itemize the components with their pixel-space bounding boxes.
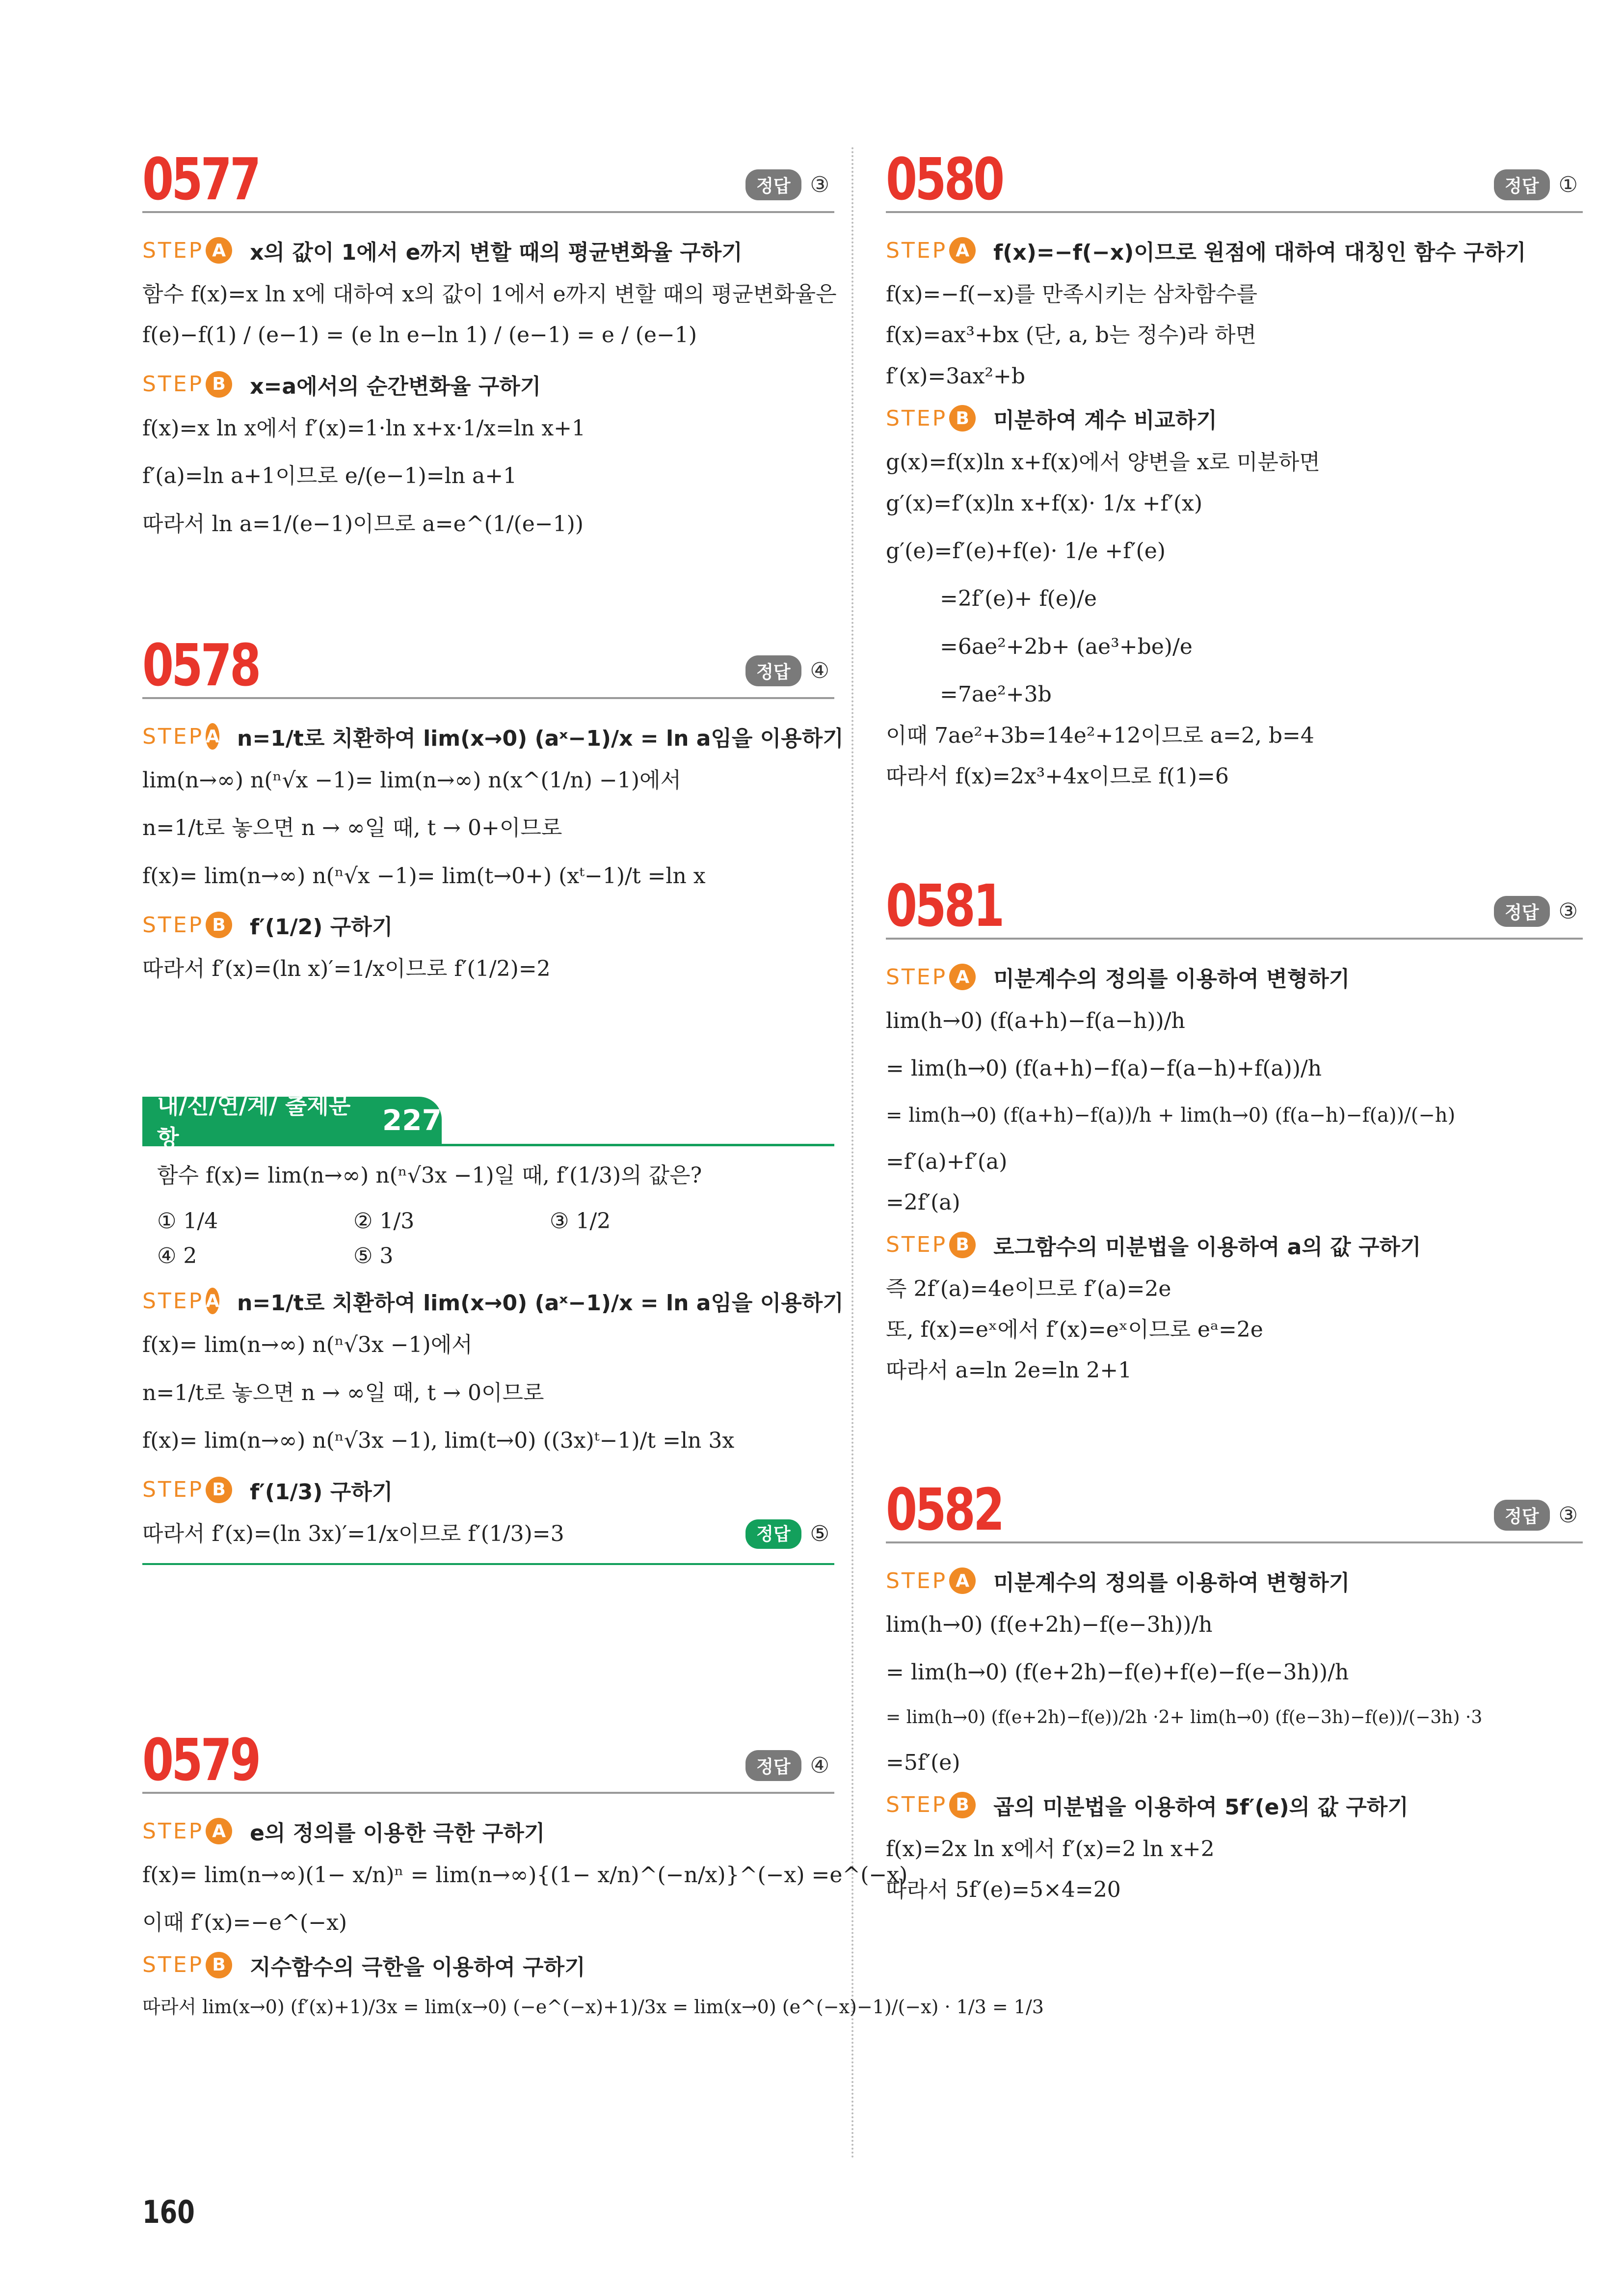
step-word: STEP — [886, 238, 948, 263]
step-b — [142, 1474, 834, 1506]
problem-header — [142, 137, 834, 213]
step-title: e의 정의를 이용한 극한 구하기 — [250, 1821, 545, 1846]
solution-body — [886, 1543, 1583, 1905]
step-b — [886, 403, 1583, 434]
step-title: 곱의 미분법을 이용하여 5f′(e)의 값 구하기 — [993, 1794, 1409, 1820]
answer-area — [1494, 1500, 1578, 1531]
solution-line: f(x)= lim(n→∞)(1− x/n)ⁿ = lim(n→∞){(1− x/n)^(−n/x)}^(−x) =e^(−x) — [142, 1863, 908, 1888]
step-letter: B — [206, 912, 232, 938]
step-letter: A — [949, 1567, 976, 1594]
step-title: f′(1/2) 구하기 — [250, 915, 393, 940]
problem-0581 — [886, 864, 1583, 1397]
step-word: STEP — [142, 1477, 204, 1503]
step-a — [142, 721, 844, 752]
answer-badge: 정답 — [1494, 896, 1550, 927]
step-word: STEP — [142, 912, 204, 938]
choice-3: ③ 1/2 — [550, 1209, 611, 1234]
solution-line: =2f′(e)+ f(e)/e — [940, 586, 1097, 612]
answer-choices — [142, 1209, 834, 1269]
step-title: 미분계수의 정의를 이용하여 변형하기 — [993, 967, 1350, 992]
step-title: f′(1/3) 구하기 — [250, 1479, 393, 1505]
step-a — [142, 1815, 834, 1847]
step-letter: A — [949, 964, 976, 990]
step-title: 로그함수의 미분법을 이용하여 a의 값 구하기 — [993, 1234, 1421, 1260]
solution-line: =7ae²+3b — [940, 682, 1052, 707]
box-bottom-rule — [142, 1563, 834, 1565]
step-word: STEP — [142, 1288, 204, 1314]
solution-line: 따라서 ln a=1/(e−1)이므로 a=e^(1/(e−1)) — [142, 511, 584, 537]
box-header — [142, 1090, 834, 1151]
problem-header — [886, 1468, 1583, 1543]
problem-0580 — [886, 137, 1583, 803]
step-b — [142, 369, 834, 400]
box-body — [142, 1146, 844, 1565]
solution-line: = lim(h→0) (f(e+2h)−f(e))/2h ·2+ lim(h→0) (f(e−3h)−f(e))/(−3h) ·3 — [886, 1707, 1483, 1728]
solution-line: g′(x)=f′(x)ln x+f(x)· 1/x +f′(x) — [886, 490, 1202, 516]
problem-header — [886, 137, 1583, 213]
answer-badge: 정답 — [745, 1519, 801, 1549]
answer-value: ③ — [810, 172, 829, 197]
step-word: STEP — [886, 1232, 948, 1258]
solution-line: lim(n→∞) n(ⁿ√x −1)= lim(n→∞) n(x^(1/n) −1)에서 — [142, 768, 682, 793]
step-word: STEP — [142, 1952, 204, 1978]
problem-number: 0582 — [886, 1476, 1003, 1543]
step-letter: B — [206, 371, 232, 398]
step-title: 미분하여 계수 비교하기 — [993, 408, 1217, 433]
step-letter: B — [949, 405, 976, 432]
solution-body — [142, 213, 837, 539]
step-b — [142, 1949, 834, 1981]
problem-number: 0578 — [142, 631, 259, 699]
solution-line: f(x)=ax³+bx (단, a, b는 정수)라 하면 — [886, 323, 1256, 348]
solution-body — [886, 213, 1583, 791]
solution-line: =2f′(a) — [886, 1190, 960, 1216]
step-title: x=a에서의 순간변화율 구하기 — [250, 374, 541, 399]
answer-badge: 정답 — [1494, 169, 1550, 200]
solution-line: f(x)= lim(n→∞) n(ⁿ√3x −1), lim(t→0) ((3x)ᵗ−1)/t =ln 3x — [142, 1428, 735, 1454]
step-b — [142, 909, 834, 941]
box-number: 227 — [382, 1104, 442, 1137]
step-word: STEP — [886, 405, 948, 431]
solution-line: 함수 f(x)=x ln x에 대하여 x의 값이 1에서 e까지 변할 때의 평균변화율은 — [142, 282, 837, 307]
step-a — [886, 235, 1583, 266]
step-letter: A — [206, 1818, 232, 1844]
step-letter: B — [949, 1232, 976, 1258]
step-b — [886, 1789, 1583, 1821]
choice-5: ⑤ 3 — [353, 1243, 394, 1269]
answer-area — [1494, 169, 1578, 200]
solution-line: f′(x)=3ax²+b — [886, 363, 1026, 389]
box-label: 내/신/연/계/ 출제문항 — [157, 1092, 351, 1151]
problem-number: 0580 — [886, 145, 1003, 213]
problem-header — [886, 864, 1583, 940]
solution-line: =5f′(e) — [886, 1750, 960, 1776]
choice-2: ② 1/3 — [353, 1209, 415, 1234]
solution-line: f(x)=−f(−x)를 만족시키는 삼차함수를 — [886, 282, 1257, 307]
step-word: STEP — [142, 238, 204, 263]
step-word: STEP — [886, 1792, 948, 1818]
answer-area — [745, 169, 829, 200]
solution-line: 즉 2f′(a)=4e이므로 f′(a)=2e — [886, 1276, 1171, 1301]
choice-4: ④ 2 — [157, 1243, 197, 1269]
answer-value: ③ — [1558, 899, 1578, 924]
solution-line: = lim(h→0) (f(a+h)−f(a))/h + lim(h→0) (f(a−h)−f(a))/(−h) — [886, 1104, 1456, 1127]
answer-badge: 정답 — [745, 655, 801, 686]
page-number: 160 — [142, 2194, 195, 2231]
step-title: n=1/t로 치환하여 lim(x→0) (aˣ−1)/x = ln a임을 이용하기 — [237, 726, 844, 751]
solution-line: n=1/t로 놓으면 n → ∞일 때, t → 0이므로 — [142, 1380, 544, 1405]
answer-value: ① — [1558, 172, 1578, 197]
problem-0582 — [886, 1468, 1583, 1917]
final-line: 따라서 f′(x)=(ln 3x)′=1/x이므로 f′(1/3)=3 — [142, 1521, 564, 1546]
step-a — [142, 235, 834, 266]
column-divider — [851, 147, 853, 2160]
problem-number: 0581 — [886, 872, 1003, 940]
solution-body — [142, 699, 844, 984]
solution-line: g′(e)=f′(e)+f(e)· 1/e +f′(e) — [886, 538, 1166, 564]
solution-line: g(x)=f(x)ln x+f(x)에서 양변을 x로 미분하면 — [886, 450, 1320, 475]
solution-line: 이때 7ae²+3b=14e²+12이므로 a=2, b=4 — [886, 723, 1314, 748]
problem-0578 — [142, 623, 844, 1002]
answer-badge: 정답 — [745, 169, 801, 200]
step-letter: A — [206, 1288, 219, 1314]
box-tab — [142, 1092, 442, 1151]
step-word: STEP — [886, 964, 948, 990]
solution-body — [886, 940, 1583, 1385]
solution-line: f(x)= lim(n→∞) n(ⁿ√3x −1)에서 — [142, 1332, 473, 1358]
solution-line: 따라서 f(x)=2x³+4x이므로 f(1)=6 — [886, 763, 1229, 789]
question-text: 함수 f(x)= lim(n→∞) n(ⁿ√3x −1)일 때, f′(1/3)의 값은? — [157, 1163, 702, 1188]
solution-line: 따라서 a=ln 2e=ln 2+1 — [886, 1358, 1132, 1383]
answer-badge: 정답 — [1494, 1500, 1550, 1531]
naesin-box-227 — [142, 1090, 844, 1565]
step-a — [886, 1565, 1583, 1596]
solution-line: lim(h→0) (f(e+2h)−f(e−3h))/h — [886, 1612, 1213, 1637]
solution-line: f(x)=2x ln x에서 f′(x)=2 ln x+2 — [886, 1836, 1215, 1862]
choice-1: ① 1/4 — [157, 1209, 218, 1234]
step-a — [886, 961, 1583, 993]
solution-line — [142, 1519, 834, 1548]
step-title: 미분계수의 정의를 이용하여 변형하기 — [993, 1570, 1350, 1595]
solution-line: f(x)=x ln x에서 f′(x)=1·ln x+x·1/x=ln x+1 — [142, 415, 586, 441]
step-word: STEP — [886, 1568, 948, 1594]
step-title: n=1/t로 치환하여 lim(x→0) (aˣ−1)/x = ln a임을 이용하기 — [237, 1291, 844, 1316]
step-title: f(x)=−f(−x)이므로 원점에 대하여 대칭인 함수 구하기 — [993, 240, 1526, 265]
step-word: STEP — [142, 372, 204, 397]
solution-line: 또, f(x)=eˣ에서 f′(x)=eˣ이므로 eᵃ=2e — [886, 1317, 1263, 1342]
solution-line: = lim(h→0) (f(e+2h)−f(e)+f(e)−f(e−3h))/h — [886, 1660, 1349, 1685]
solution-line: f′(a)=ln a+1이므로 e/(e−1)=ln a+1 — [142, 463, 517, 489]
solution-line: lim(h→0) (f(a+h)−f(a−h))/h — [886, 1008, 1185, 1033]
step-letter: A — [949, 237, 976, 264]
problem-0577 — [142, 137, 837, 557]
solution-line: =6ae²+2b+ (ae³+be)/e — [940, 634, 1193, 659]
answer-value: ⑤ — [810, 1521, 829, 1547]
step-letter: B — [206, 1477, 232, 1503]
solution-line: =f′(a)+f′(a) — [886, 1149, 1008, 1174]
problem-number: 0579 — [142, 1726, 259, 1794]
step-b — [886, 1229, 1583, 1261]
solution-line: 따라서 f′(x)=(ln x)′=1/x이므로 f′(1/2)=2 — [142, 956, 551, 982]
solution-line: f(x)= lim(n→∞) n(ⁿ√x −1)= lim(t→0+) (xᵗ−1)/t =ln x — [142, 863, 706, 889]
answer-area — [745, 1519, 829, 1549]
answer-value: ④ — [810, 658, 829, 683]
solution-line: 이때 f′(x)=−e^(−x) — [142, 1910, 347, 1936]
step-title: x의 값이 1에서 e까지 변할 때의 평균변화율 구하기 — [250, 240, 743, 265]
solution-line: f(e)−f(1) / (e−1) = (e ln e−ln 1) / (e−1) = e / (e−1) — [142, 323, 697, 348]
step-title: 지수함수의 극한을 이용하여 구하기 — [250, 1954, 585, 1980]
solution-line: n=1/t로 놓으면 n → ∞일 때, t → 0+이므로 — [142, 815, 562, 841]
answer-badge: 정답 — [745, 1750, 801, 1781]
solution-line: 따라서 lim(x→0) (f′(x)+1)/3x = lim(x→0) (−e^(−x)+1)/3x = lim(x→0) (e^(−x)−1)/(−x) · 1/3 = 1/3 — [142, 1996, 1044, 2018]
answer-area — [745, 655, 829, 686]
step-a — [142, 1285, 844, 1317]
answer-area — [745, 1750, 829, 1781]
step-letter: B — [949, 1792, 976, 1818]
answer-value: ③ — [1558, 1503, 1578, 1528]
answer-area — [1494, 896, 1578, 927]
problem-header — [142, 1718, 834, 1794]
solution-line: 따라서 5f′(e)=5×4=20 — [886, 1877, 1121, 1903]
step-word: STEP — [142, 724, 204, 749]
step-letter: B — [206, 1952, 232, 1978]
solution-line: = lim(h→0) (f(a+h)−f(a)−f(a−h)+f(a))/h — [886, 1056, 1322, 1081]
step-word: STEP — [142, 1818, 204, 1844]
step-letter: A — [206, 237, 232, 264]
answer-value: ④ — [810, 1753, 829, 1778]
problem-header — [142, 623, 834, 699]
step-letter: A — [206, 723, 219, 750]
problem-number: 0577 — [142, 145, 259, 213]
